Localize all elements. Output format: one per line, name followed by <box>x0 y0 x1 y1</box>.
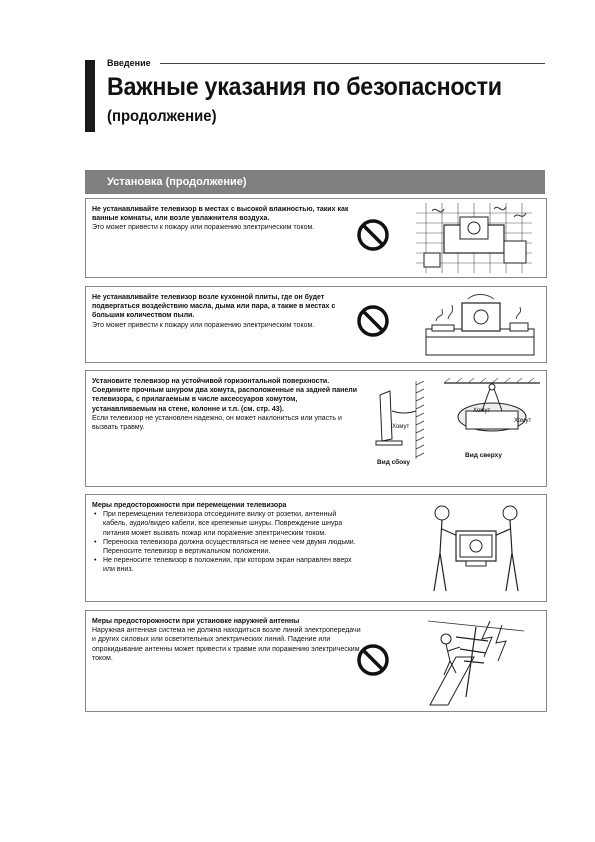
section-band-label: Установка (продолжение) <box>107 176 247 188</box>
card-warning-bold: Не устанавливайте телевизор в местах с высокой влажностью, таких как ванные комнаты, или возле увлажнителя воздуха. <box>92 206 349 223</box>
warning-card-stability <box>85 370 547 487</box>
clamp-label-right: Хомут <box>514 418 532 424</box>
card-warning-text: Это может привести к пожару или поражению электрическим током. <box>92 321 315 329</box>
section-marker-bar <box>85 60 95 132</box>
header-rule <box>160 63 545 64</box>
clamp-label-left: Хомут <box>473 408 491 414</box>
list-item: • При перемещении телевизора отсоедините вилку от розетки, антенный кабель, аудио/видео кабели, все крепежные шнуры. Повреждение шнура питания может вызвать пожар или поражение электрическим током. <box>92 510 362 538</box>
card-text <box>92 377 360 432</box>
card-warning-bold: Меры предосторожности при перемещении телевизора <box>92 502 287 509</box>
warning-card-moving <box>85 494 547 602</box>
prohibition-icon <box>356 304 390 338</box>
card-warning-list <box>92 510 362 574</box>
page-subtitle: (продолжение) <box>107 108 217 125</box>
prohibition-icon <box>356 643 390 677</box>
kitchen-stove-illustration <box>424 293 536 357</box>
bathroom-humidity-illustration <box>414 203 534 273</box>
card-warning-bold: Установите телевизор на устойчивой горизонтальной поверхности. Соедините прочным шнуром два хомута, расположенные на задней панели телевизора, с прилагаемым в числе аксессуаров хомутом, устанавливаемым на стене, колонне и т.п. (см. стр. 43). <box>92 378 357 413</box>
clamp-label: Хомут <box>392 424 410 430</box>
page-title: Важные указания по безопасности <box>107 73 502 101</box>
list-item: • Переноска телевизора должна осуществляться не менее чем двумя людьми. Переносите телевизор в вертикальном положении. <box>92 538 362 556</box>
card-text <box>92 205 364 233</box>
warning-card-kitchen <box>85 286 547 363</box>
two-people-carrying-tv-illustration <box>426 501 526 597</box>
card-warning-bold: Не устанавливайте телевизор возле кухонной плиты, где он будет подвергаться воздействию масла, дыма или пара, а также в местах с большим количеством пыли. <box>92 294 336 320</box>
card-text <box>92 293 364 330</box>
side-view-label: Вид сбоку <box>377 459 411 466</box>
warning-card-humidity <box>85 198 547 278</box>
card-text <box>92 501 362 575</box>
falling-antenna-illustration <box>426 617 526 707</box>
card-warning-text: Наружная антенная система не должна находиться возле линий электропередачи и других силовых или осветительных электрических линий. Падение или опрокидывание антенны может привести к травме или поражению электрическим током. <box>92 627 361 662</box>
section-band <box>85 170 545 194</box>
card-warning-text: Если телевизор не установлен надежно, он может наклониться или упасть и вызвать травму. <box>92 414 342 432</box>
card-text <box>92 617 364 663</box>
card-warning-text: Это может привести к пожару или поражению электрическим током. <box>92 224 315 232</box>
prohibition-icon <box>356 218 390 252</box>
list-item: • Не переносите телевизор в положении, при котором экран направлен вверх или вниз. <box>92 556 362 574</box>
section-label: Введение <box>107 58 151 68</box>
top-view-label: Вид сверху <box>465 452 502 459</box>
warning-card-antenna <box>85 610 547 712</box>
top-view-illustration <box>442 377 542 449</box>
card-warning-bold: Меры предосторожности при установке наружней антенны <box>92 618 300 625</box>
